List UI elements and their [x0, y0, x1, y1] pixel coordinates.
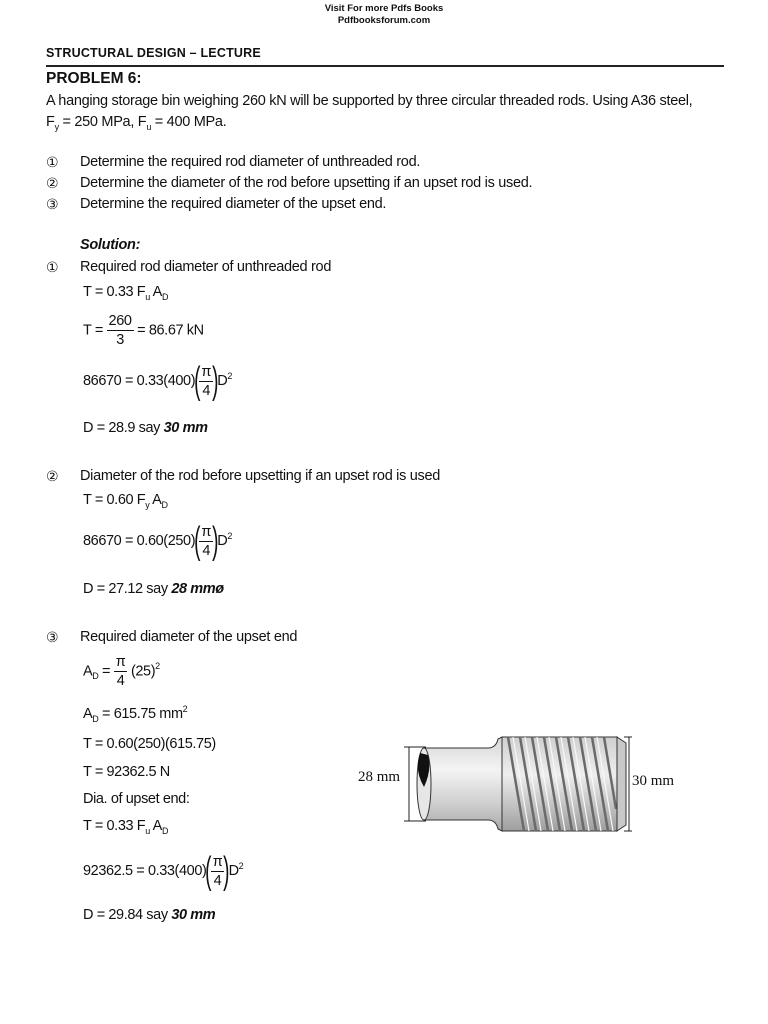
part3-eq-diameter-solve: 92362.5 = 0.33(400)( $\frac{\pi}{4}$ )$D^2$	[83, 850, 244, 892]
watermark-line-2: Pdfbooksforum.com	[337, 15, 431, 26]
problem-title: PROBLEM 6:	[46, 70, 142, 87]
part3-result: D = 29.84 say 30 mm	[83, 907, 216, 923]
part3-eq-tension-calc: T = 0.60(250)(615.75)	[83, 736, 216, 752]
part1-heading: Required rod diameter of unthreaded rod	[80, 259, 332, 275]
task-text-3: Determine the required diameter of the upset end.	[80, 196, 387, 212]
upset-rod-figure	[350, 725, 690, 835]
part1-eq-diameter-solve: 86670 = 0.33(400)( $\frac{\pi}{4}$ )$D^2$	[83, 360, 232, 402]
part1-eq-tension-value: T = $\frac{260}{3}$ = 86.67 kN	[83, 313, 204, 348]
part3-upset-label: Dia. of upset end:	[83, 791, 190, 807]
part3-eq-area-value: $A_D = 615.75$ $mm^2$	[83, 704, 188, 724]
left-dimension-label: 28 mm	[358, 769, 401, 785]
part3-eq-tension-formula: T = 0.33 $F_u$ $A_D$	[83, 818, 169, 836]
watermark-line-1: Visit For more Pdfs Books	[324, 3, 444, 14]
part2-marker: ②	[46, 468, 59, 484]
right-dimension-label: 30 mm	[632, 773, 675, 789]
part2-heading: Diameter of the rod before upsetting if an upset rod is used	[80, 468, 441, 484]
task-text-1: Determine the required rod diameter of unthreaded rod.	[80, 154, 421, 170]
task-marker-1: ①	[46, 154, 59, 170]
solution-label: Solution:	[80, 237, 141, 253]
part3-heading: Required diameter of the upset end	[80, 629, 298, 645]
task-text-2: Determine the diameter of the rod before upsetting if an upset rod is used.	[80, 175, 533, 191]
part3-marker: ③	[46, 629, 59, 645]
problem-line-1: A hanging storage bin weighing 260 kN will be supported by three circular threaded rods. Using A36 steel,	[46, 93, 693, 109]
part1-result: D = 28.9 say 30 mm	[83, 420, 208, 436]
part1-marker: ①	[46, 259, 59, 275]
part3-eq-area-formula: $A_D$ = $\frac{\pi}{4}$ $(25)^2$	[83, 654, 160, 689]
part1-eq-tension-formula: T = 0.33 $F_u$ $A_D$	[83, 284, 169, 302]
task-marker-3: ③	[46, 196, 59, 212]
header-rule	[46, 65, 724, 67]
part3-eq-tension-value: T = 92362.5 N	[83, 764, 170, 780]
part2-eq-diameter-solve: 86670 = 0.60(250)( $\frac{\pi}{4}$ )$D^2$	[83, 520, 232, 562]
lecture-header: STRUCTURAL DESIGN – LECTURE	[46, 46, 261, 60]
part2-result: D = 27.12 say 28 mmø	[83, 581, 224, 597]
task-marker-2: ②	[46, 175, 59, 191]
problem-line-2: $F_y = 250$ MPa, $F_u = 400$ MPa.	[46, 114, 227, 132]
part2-eq-tension-formula: T = 0.60 $F_y$ $A_D$	[83, 492, 168, 510]
